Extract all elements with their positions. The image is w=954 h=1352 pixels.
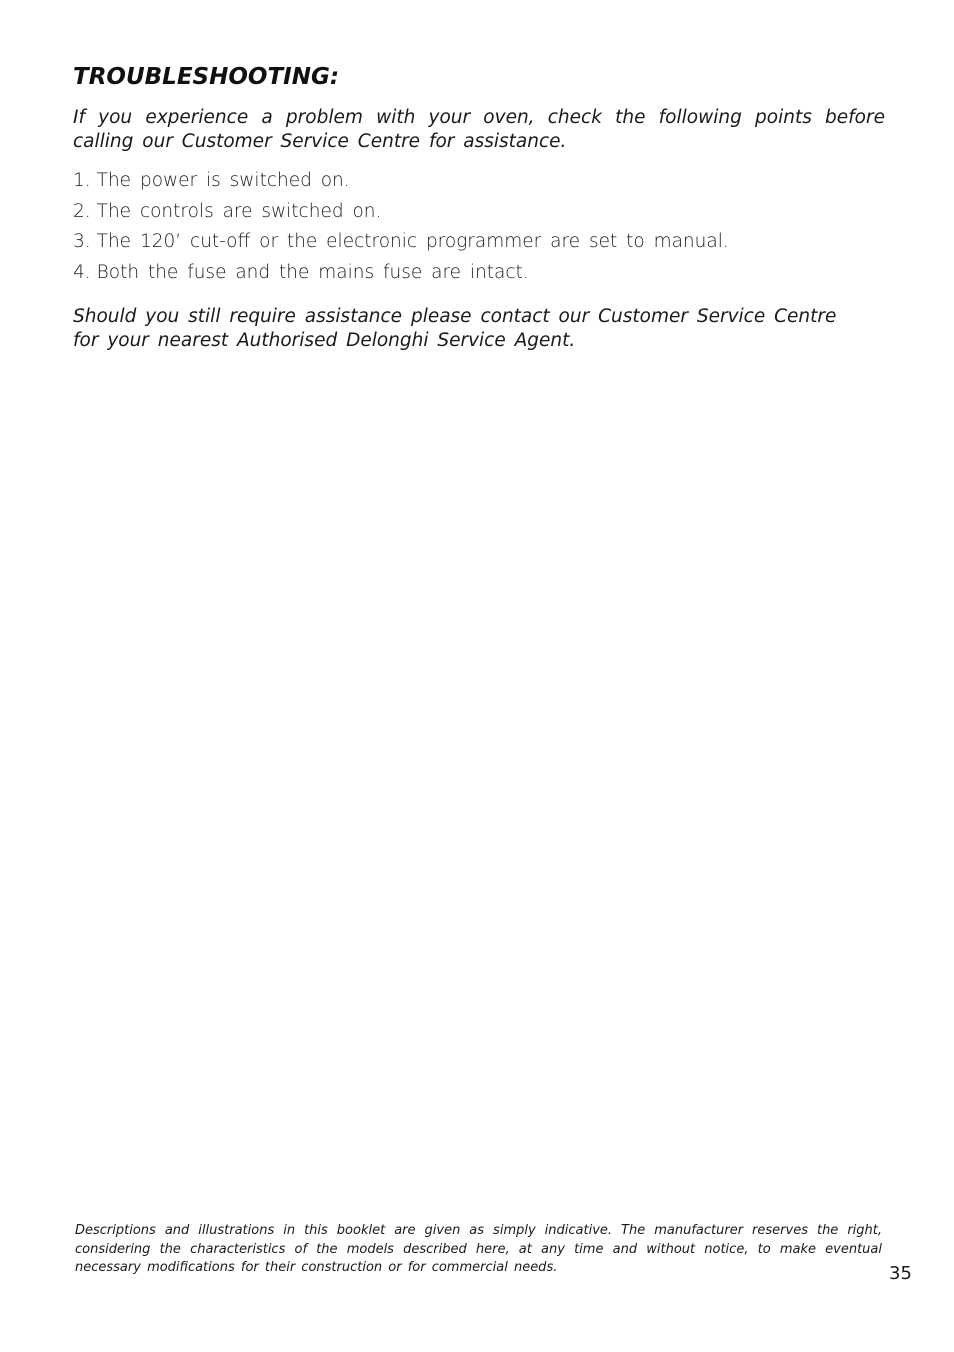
intro-paragraph: If you experience a problem with your oven, check the following points before calling our Customer Service Centre for assistance. xyxy=(73,107,885,152)
checklist-item-text: Both the fuse and the mains fuse are intact. xyxy=(96,261,529,283)
checklist-item-text: The controls are switched on. xyxy=(96,200,382,222)
checklist-item xyxy=(73,258,729,289)
closing-paragraph: Should you still require assistance please contact our Customer Service Centre for your nearest Authorised Delonghi Service Agent. xyxy=(73,306,837,351)
checklist-item-number: 1. xyxy=(73,170,91,191)
checklist-item-number: 2. xyxy=(73,200,91,222)
page-title: TROUBLESHOOTING: xyxy=(73,64,340,90)
page-number: 35 xyxy=(889,1263,912,1284)
disclaimer-note: Descriptions and illustrations in this booklet are given as simply indicative. The manufacturer reserves the right, considering the characteristics of the models described here, at any time and without notice, to make eventual necessary modifications for their construction or for commercial needs. xyxy=(75,1223,882,1275)
troubleshooting-checklist xyxy=(73,166,729,288)
checklist-item xyxy=(73,166,729,197)
checklist-item xyxy=(73,227,729,258)
checklist-item xyxy=(73,197,729,228)
checklist-item-number: 3. xyxy=(73,231,91,252)
checklist-item-text: The 120’ cut-off or the electronic programmer are set to manual. xyxy=(96,231,729,252)
checklist-item-number: 4. xyxy=(73,261,91,283)
checklist-item-text: The power is switched on. xyxy=(96,170,350,191)
